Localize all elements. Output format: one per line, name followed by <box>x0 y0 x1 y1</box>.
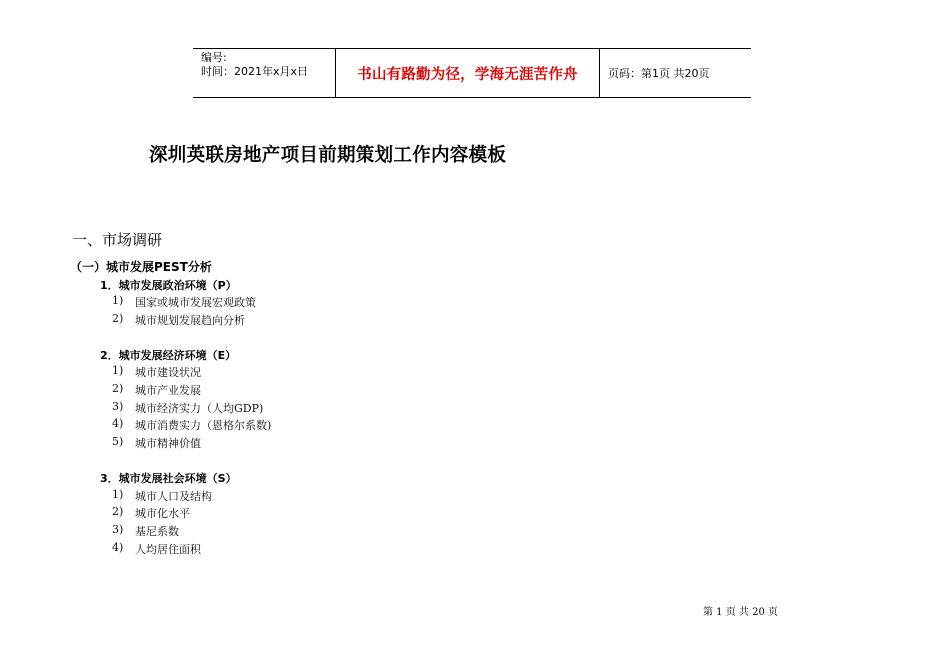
list-item-number: 1) <box>112 294 124 307</box>
list-item-number: 2) <box>112 382 124 395</box>
list-item-number: 3) <box>112 523 124 536</box>
list-item-text: 城市化水平 <box>135 507 190 520</box>
section-heading: 一、市场调研 <box>72 231 163 249</box>
list-item-text: 城市规划发展趋向分析 <box>135 314 245 327</box>
header-meta-cell <box>193 49 336 97</box>
list-item-text: 城市人口及结构 <box>135 490 212 503</box>
list-item-text: 城市产业发展 <box>135 384 201 397</box>
header-motto: 书山有路勤为径，学海无涯苦作舟 <box>336 49 600 97</box>
list-item-number: 2) <box>112 312 124 325</box>
list-item-number: 1) <box>112 488 124 501</box>
document-title: 深圳英联房地产项目前期策划工作内容模板 <box>149 145 507 166</box>
list-item-text: 城市经济实力（人均GDP) <box>135 402 264 415</box>
list-item-number: 3) <box>112 400 124 413</box>
list-item-text: 国家或城市发展宏观政策 <box>135 296 256 309</box>
list-item-number: 2) <box>112 505 124 518</box>
group-heading-political: 1．城市发展政治环境（P） <box>100 279 237 292</box>
list-item-number: 4) <box>112 417 124 430</box>
list-item-text: 城市建设状况 <box>135 366 201 379</box>
list-item-text: 城市消费实力（恩格尔系数) <box>135 419 272 432</box>
list-item-number: 1) <box>112 364 124 377</box>
page-footer: 第 1 页 共 20 页 <box>703 607 778 618</box>
list-item-text: 基尼系数 <box>135 525 179 538</box>
document-number-label: 编号: <box>201 51 227 64</box>
list-item-number: 4) <box>112 541 124 554</box>
list-item-number: 5) <box>112 435 124 448</box>
list-item-text: 城市精神价值 <box>135 437 201 450</box>
document-time-label: 时间：2021年x月x日 <box>201 65 309 78</box>
subsection-heading: （一）城市发展PEST分析 <box>70 260 212 274</box>
list-item-text: 人均居住面积 <box>135 543 201 556</box>
group-heading-social: 3．城市发展社会环境（S） <box>100 472 237 485</box>
group-heading-economic: 2．城市发展经济环境（E） <box>100 349 237 362</box>
page-header <box>193 48 751 98</box>
header-page-info: 页码：第1页 共20页 <box>608 67 710 80</box>
